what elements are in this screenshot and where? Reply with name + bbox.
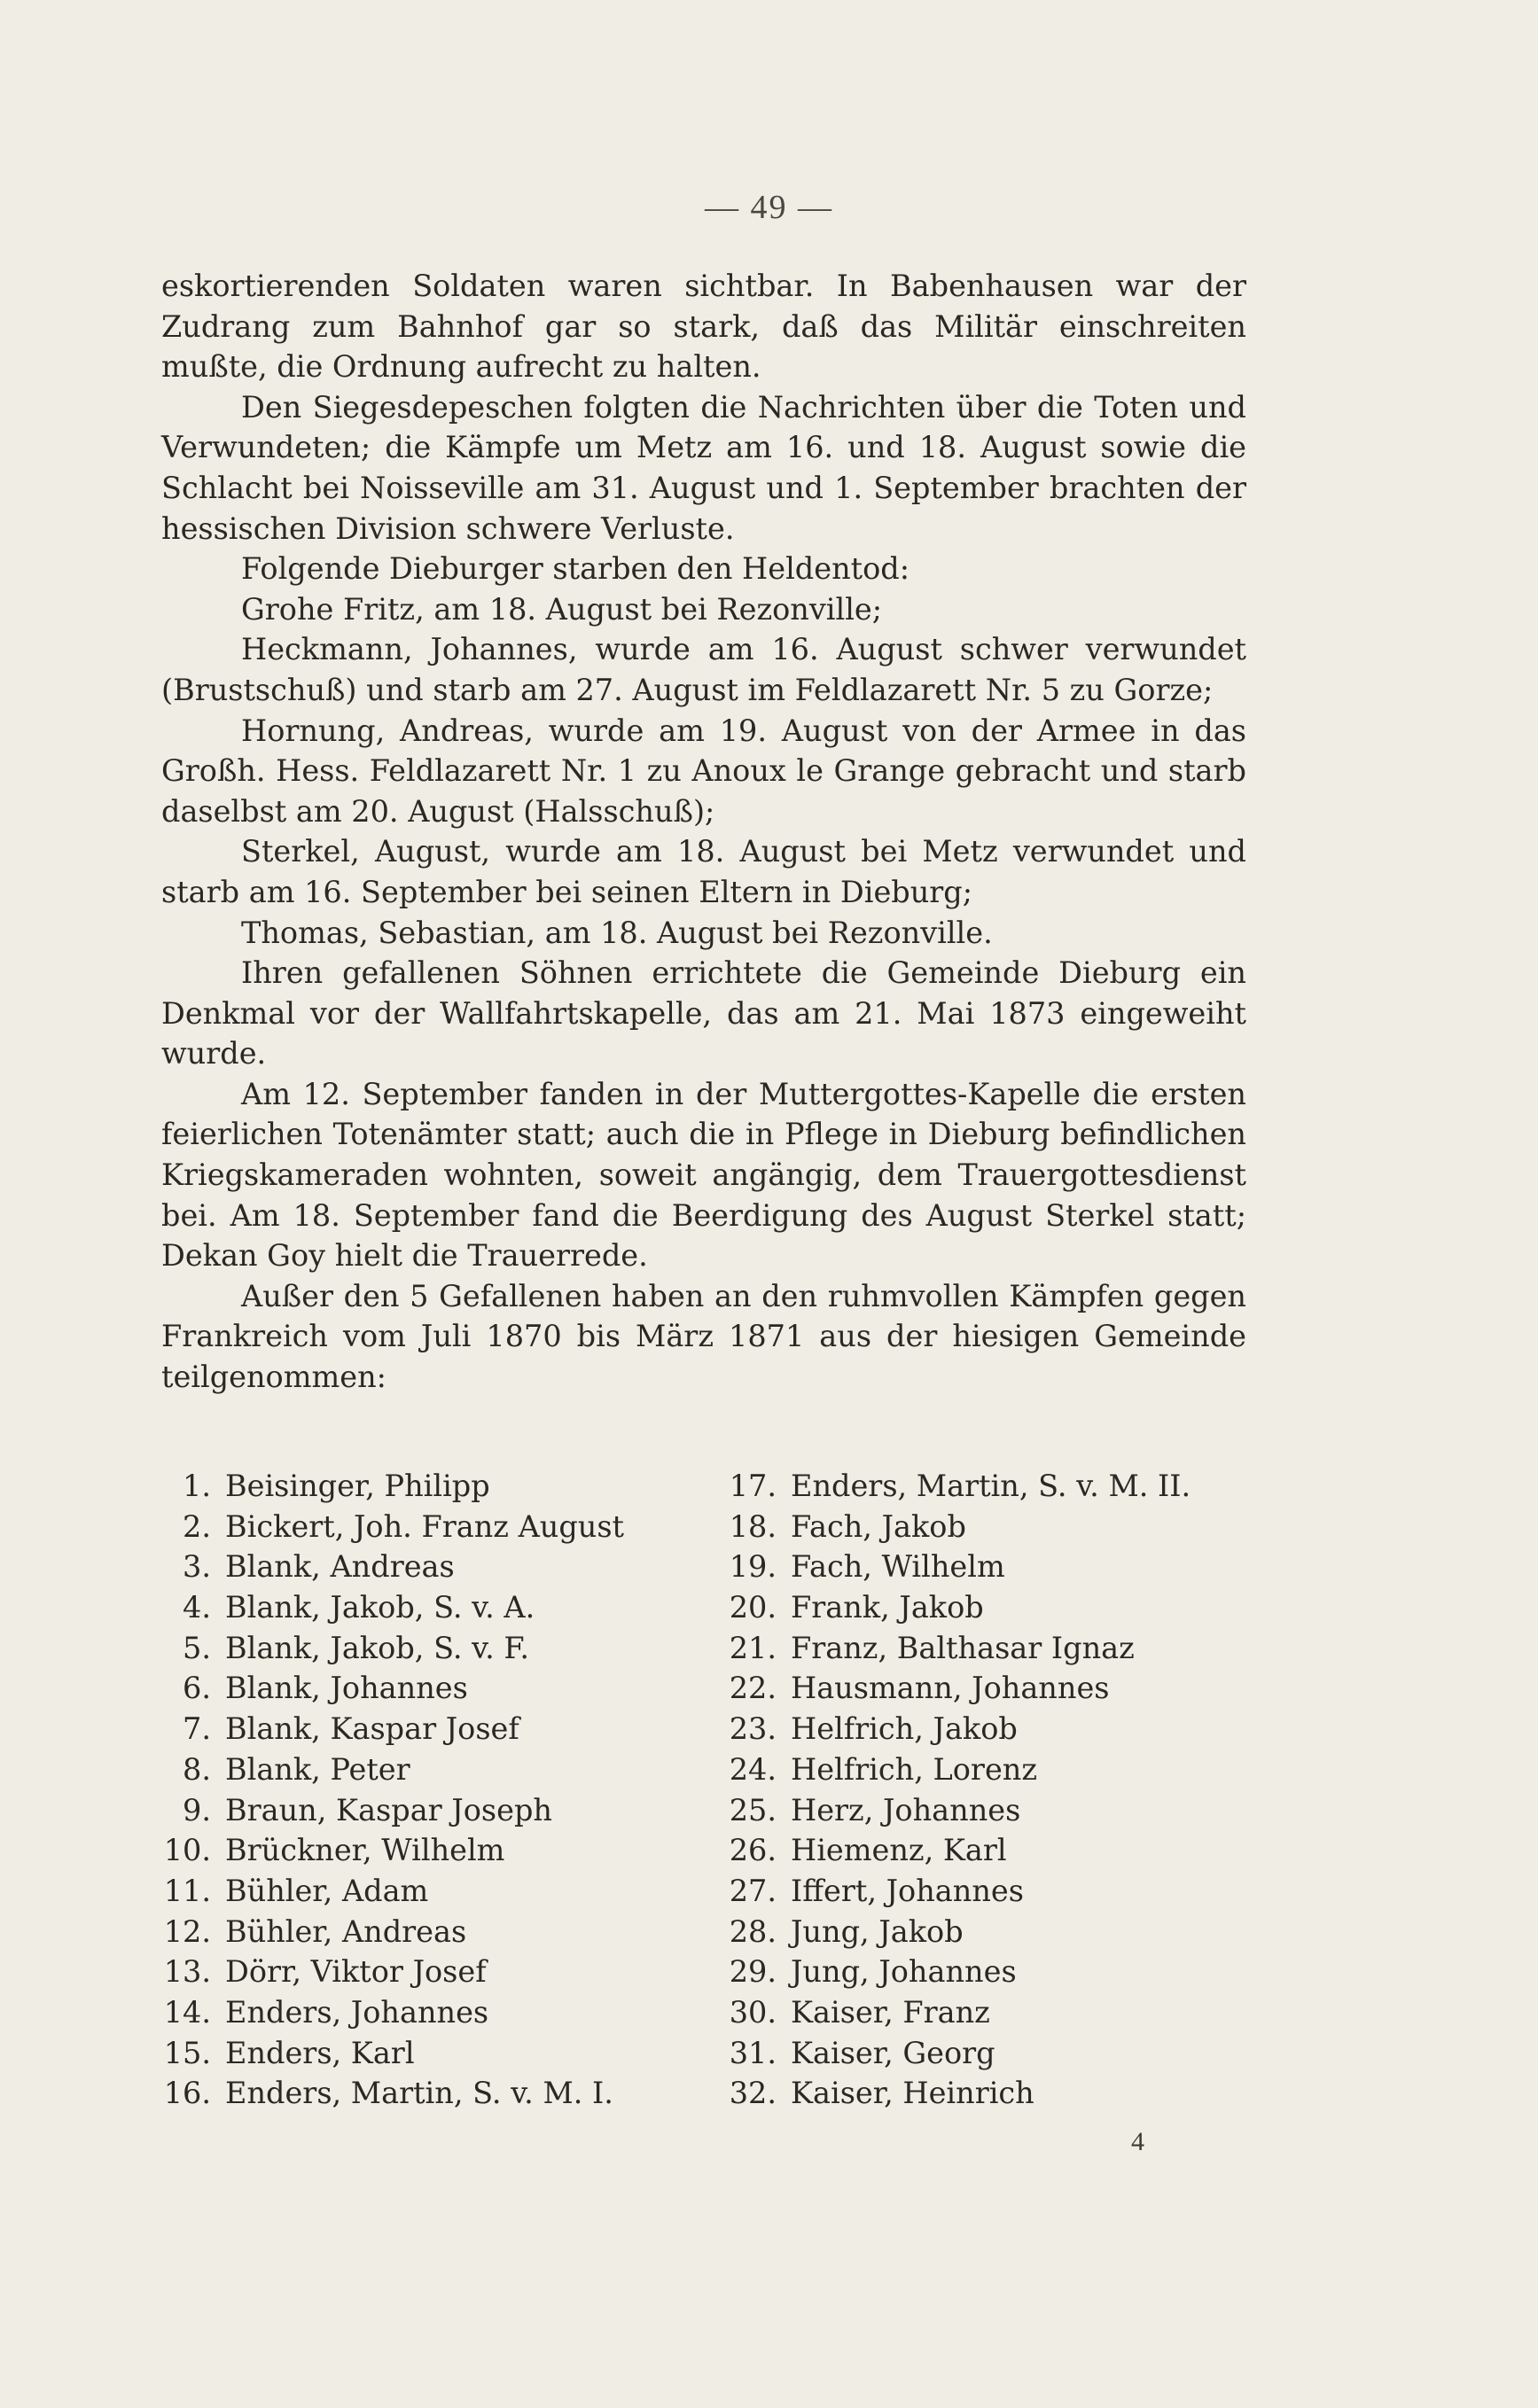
roster-item [713,1628,1280,1669]
roster-item [161,2073,711,2114]
roster-name: Fach, Wilhelm [791,1549,1005,1585]
roster-item [713,1871,1280,1912]
roster-number: 13. [163,1954,211,1990]
roster-number: 14. [163,1994,211,2030]
roster-name: Blank, Jakob, S. v. F. [225,1630,530,1665]
roster-number: 7. [183,1711,211,1747]
roster-number: 4. [183,1590,211,1625]
roster-number: 1. [183,1469,211,1503]
roster-number: 10. [163,1833,211,1868]
roster-item [713,1709,1280,1750]
roster-item [713,1790,1280,1831]
fallen-entry: Hornung, Andreas, wurde am 19. August von der Armee in das Großh. Hess. Feldlazarett Nr. 1 zu Anoux le Grange gebracht und starb daselbst am 20. August (Halsschuß); [161,713,1246,829]
roster-number: 32. [729,2076,777,2111]
roster-item [161,1992,711,2033]
roster-name: Kaiser, Heinrich [791,2076,1034,2111]
paragraph-casualties: Den Siegesdepeschen folgten die Nachrichten über die Toten und Verwundeten; die Kämpfe um Metz am 16. und 18. August sowie die Schlacht bei Noisseville am 31. August und 1. September brachten der hessischen Division schwere Verluste. [161,389,1246,546]
roster-name: Helfrich, Lorenz [791,1751,1037,1787]
roster-item [161,1547,711,1587]
roster-name: Enders, Johannes [225,1994,489,2030]
roster-number: 22. [729,1671,777,1706]
roster-item [713,1466,1280,1507]
fallen-entry: Heckmann, Johannes, wurde am 16. August schwer verwundet (Brustschuß) und starb am 27. August im Feldlazarett Nr. 5 zu Gorze; [161,632,1246,707]
paragraph-escort: eskortierenden Soldaten waren sichtbar. In Babenhausen war der Zudrang zum Bahnhof gar so stark, daß das Militär einschreiten mußte, die Ordnung aufrecht zu halten. [161,269,1246,385]
roster-item [713,1547,1280,1587]
body-text [161,266,1246,1398]
roster-name: Hiemenz, Karl [791,1833,1007,1868]
roster-name: Dörr, Viktor Josef [225,1954,487,1990]
roster-name: Bickert, Joh. Franz August [225,1508,625,1544]
roster-number: 24. [729,1751,777,1787]
roster-name: Iffert, Johannes [791,1873,1024,1908]
roster-name: Enders, Karl [225,2035,415,2070]
roster-number: 16. [163,2076,211,2111]
page-number: — 49 — [705,189,833,226]
roster-number: 18. [729,1508,777,1544]
roster-item [161,1466,711,1507]
roster-name: Enders, Martin, S. v. M. I. [225,2076,613,2111]
roster-number: 11. [163,1873,211,1908]
paragraph-requiem: Am 12. September fanden in der Muttergottes-Kapelle die ersten feierlichen Totenämter statt; auch die in Pflege in Dieburg befindlichen Kriegskameraden wohnten, soweit angängig, dem Trauergottesdienst bei. Am 18. September fand die Beerdigung des August Sterkel statt; Dekan Goy hielt die Trauerrede. [161,1076,1246,1274]
signature-mark: 4 [1131,2127,1144,2156]
roster-column-left [161,1466,711,2114]
roster-number: 30. [729,1994,777,2030]
roster-number: 15. [163,2035,211,2070]
roster-name: Kaiser, Georg [791,2035,995,2070]
roster-number: 20. [729,1590,777,1625]
roster-item [161,1750,711,1790]
roster-name: Frank, Jakob [791,1590,984,1625]
roster-number: 23. [729,1711,777,1747]
paragraph-fallen-intro: Folgende Dieburger starben den Heldentod: [241,551,910,587]
paragraph-memorial: Ihren gefallenen Söhnen errichtete die Gemeinde Dieburg ein Denkmal vor der Wallfahrtskapelle, das am 21. Mai 1873 eingeweiht wurde. [161,955,1246,1072]
roster-number: 2. [183,1508,211,1544]
roster-item [161,1912,711,1952]
roster-number: 27. [729,1873,777,1908]
roster-column-right [713,1466,1280,2114]
roster-name: Enders, Martin, S. v. M. II. [791,1469,1191,1503]
roster-name: Fach, Jakob [791,1508,966,1544]
roster-item [161,1587,711,1628]
fallen-entry: Sterkel, August, wurde am 18. August bei Metz verwundet und starb am 16. September bei seinen Eltern in Dieburg; [161,834,1246,909]
roster-number: 9. [183,1792,211,1827]
roster-number: 21. [729,1630,777,1665]
roster-name: Blank, Jakob, S. v. A. [225,1590,535,1625]
roster-number: 3. [183,1549,211,1585]
roster-item [713,1830,1280,1871]
roster-item [161,1507,711,1547]
roster-item [713,1992,1280,2033]
roster-name: Bühler, Andreas [225,1913,467,1949]
paragraph-participants-intro: Außer den 5 Gefallenen haben an den ruhmvollen Kämpfen gegen Frankreich vom Juli 1870 bis März 1871 aus der hiesigen Gemeinde teilgenommen: [161,1278,1246,1395]
fallen-list [161,589,1246,953]
roster-name: Beisinger, Philipp [225,1469,490,1503]
roster-name: Blank, Andreas [225,1549,455,1585]
roster-item [161,1709,711,1750]
roster-item [713,1587,1280,1628]
roster-number: 8. [183,1751,211,1787]
roster-item [713,1507,1280,1547]
roster-name: Hausmann, Johannes [791,1671,1110,1706]
roster-item [161,1668,711,1709]
fallen-entry: Thomas, Sebastian, am 18. August bei Rezonville. [241,915,993,950]
roster-number: 6. [183,1671,211,1706]
roster-number: 28. [729,1913,777,1949]
fallen-entry: Grohe Fritz, am 18. August bei Rezonville; [241,591,883,627]
roster-item [161,1628,711,1669]
roster-item [161,1830,711,1871]
roster-name: Brückner, Wilhelm [225,1833,505,1868]
roster-number: 19. [729,1549,777,1585]
roster-item [713,1668,1280,1709]
roster-item [713,1952,1280,1992]
roster-item [161,1790,711,1831]
roster-number: 25. [729,1792,777,1827]
roster-name: Blank, Kaspar Josef [225,1711,519,1747]
roster-number: 31. [729,2035,777,2070]
roster-item [161,1952,711,1992]
roster-name: Helfrich, Jakob [791,1711,1018,1747]
roster-number: 17. [729,1469,777,1503]
roster-item [713,2073,1280,2114]
roster-name: Blank, Peter [225,1751,410,1787]
roster-item [713,2033,1280,2074]
roster-name: Kaiser, Franz [791,1994,990,2030]
roster-item [161,1871,711,1912]
roster-item [713,1912,1280,1952]
roster-number: 29. [729,1954,777,1990]
roster-number: 5. [183,1630,211,1665]
roster-name: Blank, Johannes [225,1671,468,1706]
roster-name: Jung, Jakob [791,1913,964,1949]
roster-number: 26. [729,1833,777,1868]
roster-item [161,2033,711,2074]
roster-item [713,1750,1280,1790]
roster-name: Bühler, Adam [225,1873,429,1908]
roster-name: Herz, Johannes [791,1792,1021,1827]
roster-name: Braun, Kaspar Joseph [225,1792,552,1827]
roster-name: Franz, Balthasar Ignaz [791,1630,1135,1665]
roster-number: 12. [163,1913,211,1949]
roster-name: Jung, Johannes [791,1954,1017,1990]
